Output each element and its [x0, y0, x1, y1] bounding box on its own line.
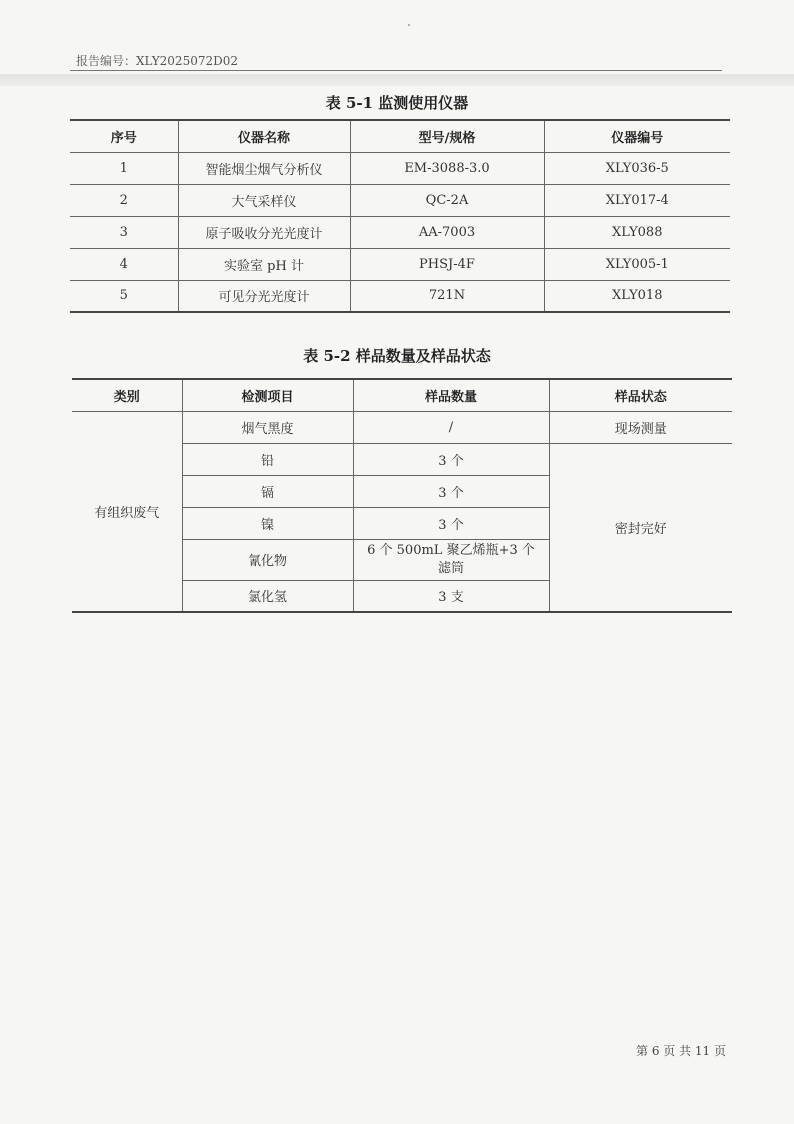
cell-index: 1	[70, 152, 178, 184]
cell-item: 氯化氢	[182, 580, 353, 612]
cell-code: XLY036-5	[544, 152, 730, 184]
col-header-status: 样品状态	[549, 379, 732, 411]
cell-name: 可见分光光度计	[178, 280, 350, 312]
col-header-item: 检测项目	[182, 379, 353, 411]
cell-item: 烟气黑度	[182, 411, 353, 443]
table-row	[70, 184, 730, 216]
instrument-table	[70, 119, 730, 313]
cell-item: 铅	[182, 443, 353, 475]
cell-model: EM-3088-3.0	[350, 152, 544, 184]
cell-code: XLY018	[544, 280, 730, 312]
col-header-quantity: 样品数量	[353, 379, 549, 411]
scan-speck	[408, 24, 410, 26]
col-header-name: 仪器名称	[178, 120, 350, 152]
cell-code: XLY088	[544, 216, 730, 248]
cell-model: QC-2A	[350, 184, 544, 216]
col-header-model: 型号/规格	[350, 120, 544, 152]
cell-index: 3	[70, 216, 178, 248]
cell-index: 4	[70, 248, 178, 280]
table-row	[72, 411, 732, 443]
cell-status: 现场测量	[549, 411, 732, 443]
table-row	[70, 152, 730, 184]
sample-table	[72, 378, 732, 613]
cell-code: XLY005-1	[544, 248, 730, 280]
cell-status-merged: 密封完好	[549, 443, 732, 612]
scan-band	[0, 74, 794, 86]
cell-item: 镍	[182, 507, 353, 539]
cell-name: 大气采样仪	[178, 184, 350, 216]
col-header-category: 类别	[72, 379, 182, 411]
cell-item: 镉	[182, 475, 353, 507]
cell-code: XLY017-4	[544, 184, 730, 216]
table2-title: 表 5-2 样品数量及样品状态	[303, 347, 491, 365]
cell-item: 氰化物	[182, 539, 353, 580]
cell-quantity: 3 个	[353, 475, 549, 507]
cell-name: 原子吸收分光光度计	[178, 216, 350, 248]
cell-quantity: /	[353, 411, 549, 443]
cell-name: 实验室 pH 计	[178, 248, 350, 280]
cell-model: 721N	[350, 280, 544, 312]
cell-model: AA-7003	[350, 216, 544, 248]
cell-name: 智能烟尘烟气分析仪	[178, 152, 350, 184]
cell-quantity: 6 个 500mL 聚乙烯瓶+3 个滤筒	[353, 539, 549, 580]
cell-index: 2	[70, 184, 178, 216]
cell-category: 有组织废气	[72, 411, 182, 612]
table-row	[70, 280, 730, 312]
cell-index: 5	[70, 280, 178, 312]
table-row	[70, 216, 730, 248]
table-row	[70, 248, 730, 280]
cell-model: PHSJ-4F	[350, 248, 544, 280]
report-number: 报告编号：XLY2025072D02	[76, 54, 239, 68]
header-divider	[70, 70, 722, 71]
cell-quantity: 3 个	[353, 443, 549, 475]
col-header-code: 仪器编号	[544, 120, 730, 152]
cell-quantity: 3 支	[353, 580, 549, 612]
col-header-index: 序号	[70, 120, 178, 152]
page-number: 第 6 页 共 11 页	[636, 1044, 726, 1058]
cell-quantity: 3 个	[353, 507, 549, 539]
table1-title: 表 5-1 监测使用仪器	[325, 94, 469, 112]
